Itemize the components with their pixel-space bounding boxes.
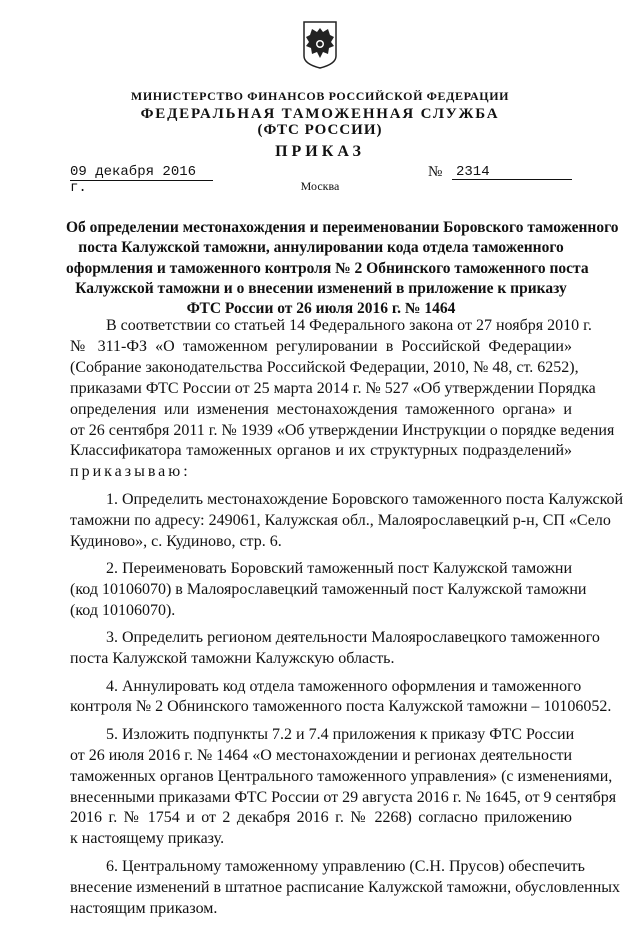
document-body <box>70 316 624 926</box>
text-line: от 26 сентября 2011 г. № 1939 «Об утверждении Инструкции о порядке ведения <box>70 421 615 439</box>
paragraph <box>70 628 600 670</box>
text-line: настоящим приказом. <box>70 899 218 917</box>
document-number: 2314 <box>452 164 572 180</box>
document-city: Москва <box>300 179 340 193</box>
text-line: 2016 г. № 1754 и от 2 декабря 2016 г. № 2268) согласно приложению <box>70 809 572 827</box>
service-short-name: (ФТС РОССИИ) <box>257 122 383 138</box>
title-line: Калужской таможни и о внесении изменений в приложение к приказу <box>75 279 567 297</box>
paragraph <box>70 559 587 622</box>
text-line: Кудиново», с. Кудиново, стр. 6. <box>70 532 282 550</box>
number-label: № <box>428 164 443 180</box>
text-line: (код 10106070). <box>70 601 176 619</box>
paragraph <box>70 857 621 920</box>
text-line: внесение изменений в штатное расписание Калужской таможни, обусловленных <box>70 878 621 896</box>
order-verb <box>70 462 572 483</box>
text-line: определения или изменения местонахождения таможенного органа» и <box>70 400 572 418</box>
document-date: 09 декабря 2016 г. <box>70 164 213 181</box>
text-line: 2. Переименовать Боровский таможенный пост Калужской таможни <box>106 559 572 577</box>
text-line: таможни по адресу: 249061, Калужская обл., Малоярославецкий р-н, СП «Село <box>70 511 611 529</box>
paragraph <box>70 490 624 553</box>
text-line: 6. Центральному таможенному управлению (С.Н. Прусов) обеспечить <box>106 857 585 875</box>
paragraph <box>70 316 615 462</box>
text-line: Классификатора таможенных органов и их структурных подразделений» <box>70 442 572 460</box>
text-line: от 26 июля 2016 г. № 1464 «О местонахождении и регионах деятельности <box>70 746 573 764</box>
ministry-name: МИНИСТЕРСТВО ФИНАНСОВ РОССИЙСКОЙ ФЕДЕРАЦИИ <box>130 89 510 103</box>
text-line: 1. Определить местонахождение Боровского таможенного поста Калужской <box>106 490 624 508</box>
text-line: поста Калужской таможни Калужскую область. <box>70 650 395 668</box>
text-line: внесенными приказами ФТС России от 29 августа 2016 г. № 1645, от 9 сентября <box>70 788 617 806</box>
coat-of-arms-emblem <box>302 20 338 70</box>
text-line: (код 10106070) в Малоярославецкий таможенный пост Калужской таможни <box>70 580 587 598</box>
title-line: поста Калужской таможни, аннулировании кода отдела таможенного <box>78 239 564 257</box>
title-line: ФТС России от 26 июля 2016 г. № 1464 <box>186 300 456 318</box>
text-line: приказами ФТС России от 25 марта 2014 г. № 527 «Об утверждении Порядка <box>70 379 596 397</box>
text-line: (Собрание законодательства Российской Федерации, 2010, № 48, ст. 6252), <box>70 358 579 376</box>
text-line: 4. Аннулировать код отдела таможенного оформления и таможенного <box>106 677 582 695</box>
text-line: В соответствии со статьей 14 Федерального закона от 27 ноября 2010 г. <box>106 317 592 334</box>
document-title <box>66 218 619 319</box>
title-line: оформления и таможенного контроля № 2 Обнинского таможенного поста <box>66 259 589 277</box>
text-line: № 311-ФЗ «О таможенном регулировании в Российской Федерации» <box>70 337 572 355</box>
title-line: Об определении местонахождения и переименовании Боровского таможенного <box>66 219 619 236</box>
paragraph <box>70 725 617 850</box>
text-line: таможенных органов Центрального таможенного управления» (с изменениями, <box>70 767 613 785</box>
service-name: ФЕДЕРАЛЬНАЯ ТАМОЖЕННАЯ СЛУЖБА <box>140 106 500 122</box>
text-line: 3. Определить регионом деятельности Малоярославецкого таможенного <box>106 629 600 647</box>
text-line: контроля № 2 Обнинского таможенного поста Калужской таможни – 10106052. <box>70 698 612 716</box>
text-line: к настоящему приказу. <box>70 830 225 848</box>
document-type: ПРИКАЗ <box>275 143 365 160</box>
text-line: приказываю: <box>70 463 191 481</box>
text-line: 5. Изложить подпункты 7.2 и 7.4 приложения к приказу ФТС России <box>106 725 575 743</box>
paragraph <box>70 677 612 719</box>
